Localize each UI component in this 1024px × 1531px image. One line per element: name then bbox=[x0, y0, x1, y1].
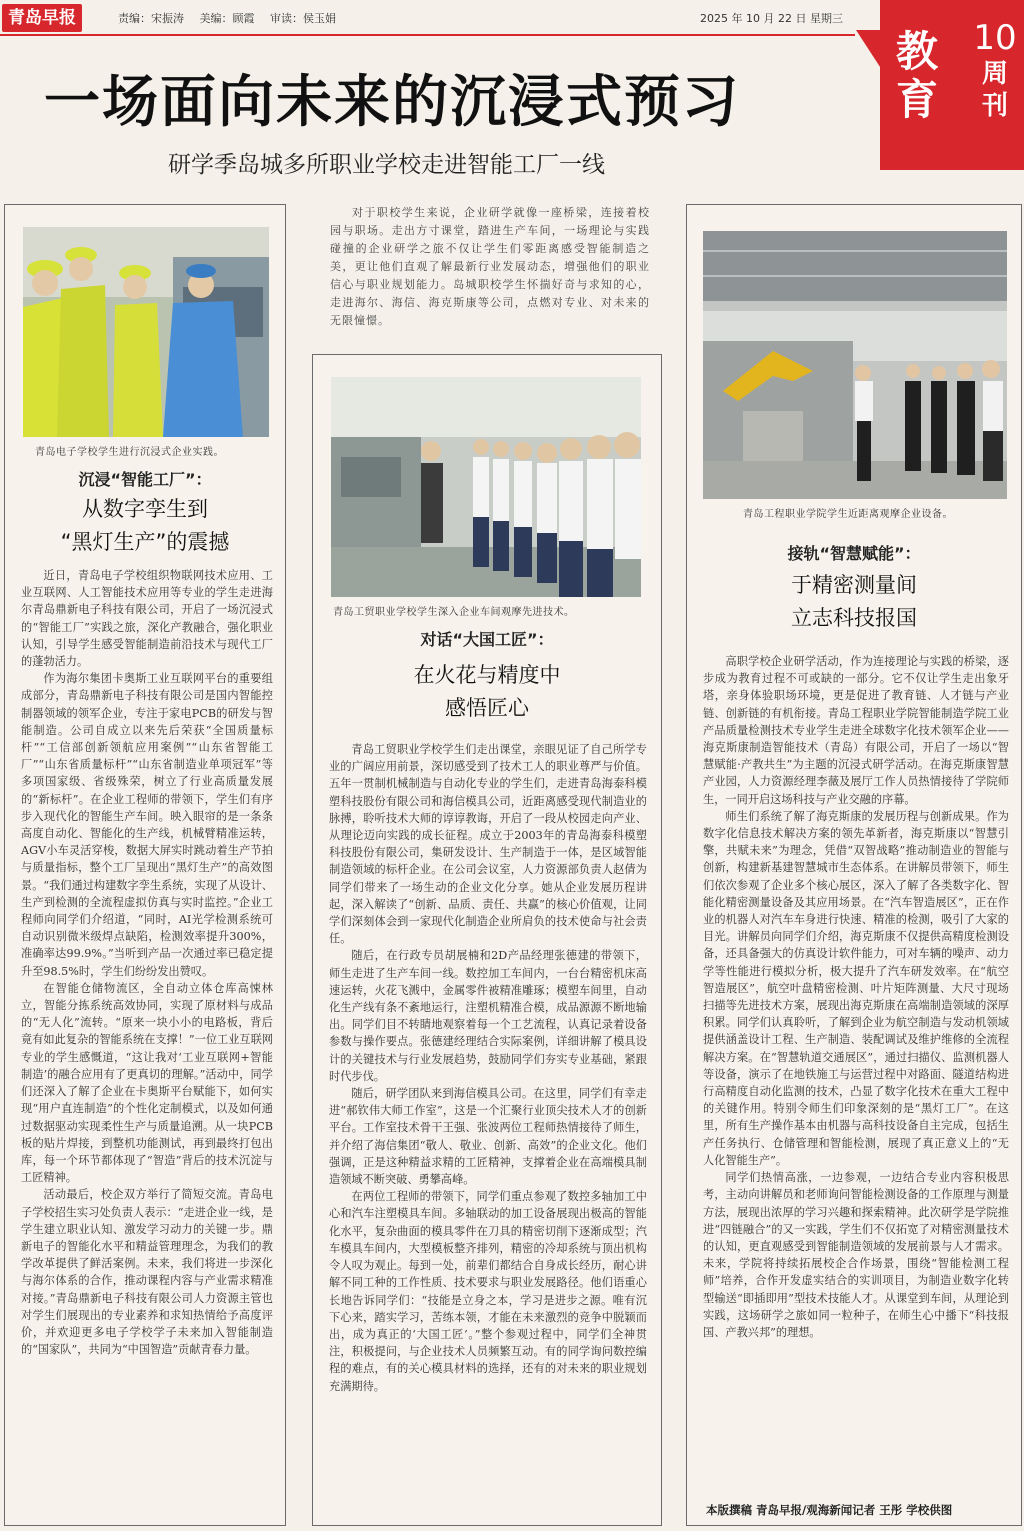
article-paragraph: 师生们系统了解了海克斯康的发展历程与创新成果。作为数字化信息技术解决方案的领先革新者，海克斯康以“智慧引擎，共赋未来”为理念，凭借“双智战略”推动制造业的智能与创新，构建新基建智慧城市生态体系。在讲解员带领下，师生们依次参观了企业多个核心展区，深入了解了各类数字化、智能化精密测量设备及其应用场景。在“汽车智造展区”，正在作业的机器人对汽车车身进行快速、精准的检测，吸引了大家的目光。讲解员向同学们介绍，海克斯康不仅提供高精度检测设备，还具备强大的仿真设计软件能力，可对车辆的噪声、动力学等性能进行模拟分析，极大提升了汽车研发效率。在“航空智造展区”，航空叶盘精密检测、叶片矩阵测量、大尺寸现场扫描等先进技术方案，展现出海克斯康在高端制造领域的深厚积累。同学们认真聆听，了解到企业为航空制造与发动机领域提供涵盖设计工程、生产制造、装配调试及维护维修的全流程解决方案。在“智慧轨道交通展区”，通过扫描仪、监测机器人等设备，演示了在地铁施工与运营过程中对路面、隧道结构进行高精度自动化监测的技术，凸显了数字化技术在重大工程中的关键作用。特别令师生们印象深刻的是“黑灯工厂”。在这里，所有生产操作基本由机器与高科技设备自主完成，包括生产任务执行、仓储管理和智能检测，展现了真正意义上的“无人化智能生产”。 bbox=[703, 809, 1009, 1167]
section-title-line-1: 于精密测量间 bbox=[791, 573, 917, 597]
section-name: 教育 bbox=[896, 27, 939, 124]
section-title bbox=[687, 569, 1021, 635]
section-title bbox=[5, 493, 285, 559]
section-title-line-2: 立志科技报国 bbox=[791, 606, 917, 630]
section-title-line-1: 在火花与精度中 bbox=[413, 663, 561, 687]
article-paragraph: 随后，在行政专员胡展楠和2D产品经理张德建的带领下，师生走进了生产车间一线。数控加工车间内，一台台精密机床高速运转，火花飞溅中，金属零件被精准雕琢；模塑车间里，自动化生产线有条不紊地运行，注塑机精准合模，成品源源不断地输出。同学们目不转睛地观察着每一个工艺流程，认真记录着设备参数与操作要点。张德建经理结合实际案例，详细讲解了模具设计的关键技术与行业发展趋势，鼓励同学们夯实专业基础，紧跟时代步伐。 bbox=[329, 949, 647, 1083]
issue-date: 2025 年 10 月 22 日 星期三 bbox=[700, 12, 843, 25]
photo-caption: 青岛工贸职业学校学生深入企业车间观摩先进技术。 bbox=[333, 607, 575, 618]
page-subheadline: 研学季岛城多所职业学校走进智能工厂一线 bbox=[168, 152, 605, 178]
section-title-line-2: “黑灯生产”的震撼 bbox=[60, 530, 230, 554]
photo-caption: 青岛工程职业学院学生近距离观摩企业设备。 bbox=[743, 509, 953, 520]
photo-students-lab bbox=[23, 227, 269, 437]
article-paragraph: 在两位工程师的带领下，同学们重点参观了数控多轴加工中心和汽车注塑模具车间。多轴联动的加工设备展现出极高的智能化水平，复杂曲面的模具零件在刀具的精密切削下逐渐成型；汽车模具车间内，大型模板整齐排列，精密的冷却系统与顶出机构令人叹为观止。每到一处，前辈们都结合自身成长经历，耐心讲解不同工种的工作性质、技术要求与职业发展路径。他们语重心长地告诉同学们：“技能是立身之本，学习是进步之源。唯有沉下心来，踏实学习，苦练本领，才能在未来激烈的竞争中脱颖而出，成为真正的‘大国工匠’。”整个参观过程中，同学们全神贯注，积极提问，与企业技术人员频繁互动。有的同学询问数控编程的难点，有的关心模具材料的选择，还有的对未来的职业规划充满期待。 bbox=[329, 1190, 647, 1393]
photo-equipment-hall-image bbox=[703, 231, 1007, 499]
section-title-line-1: 从数字孪生到 bbox=[82, 497, 208, 521]
photo-students-lab-image bbox=[23, 227, 269, 437]
section-kicker: 接轨“智慧赋能”： bbox=[787, 544, 921, 563]
masthead bbox=[0, 0, 860, 36]
article-paragraph: 在智能仓储物流区，全自动立体仓库高悚林立，智能分拣系统高效协同，实现了原材料与成品的“无人化”流转。“原来一块小小的电路板，背后竟有如此复杂的智能系统在支撑！”一位工业互联网专业的学生感慨道，“这让我对‘工业互联网+智能制造’的融合应用有了更真切的理解。”活动中，同学们还深入了解了企业在卡奥斯平台赋能下，如何实现“用户直连制造”的个性化定制模式，以及如何通过数据驱动实现柔性生产与质量追溯。从一块PCB板的贴片焊接，到整机功能测试，再到最终打包出库，每一个环节都体现了“智造”背后的技术沉淀与工匠精神。 bbox=[21, 981, 273, 1185]
staff-credits bbox=[118, 10, 348, 26]
article-body bbox=[329, 741, 647, 1519]
section-kicker: 沉浸“智能工厂”： bbox=[78, 470, 212, 489]
page-number: 10 bbox=[973, 18, 1017, 58]
byline-credit: 本版撰稿 青岛早报/观海新闻记者 王彤 学校供图 bbox=[706, 1503, 953, 1517]
photo-workshop-tour-image bbox=[331, 377, 641, 597]
photo-workshop-tour bbox=[331, 377, 641, 597]
photo-caption: 青岛电子学校学生进行沉浸式企业实践。 bbox=[35, 447, 224, 458]
page-headline: 一场面向未来的沉浸式预习 bbox=[44, 70, 740, 135]
page-info bbox=[970, 18, 1020, 122]
article-paragraph: 近日，青岛电子学校组织物联网技术应用、工业互联网、人工智能技术应用等专业的学生走进海尔青岛鼎新电子科技有限公司，开启了一场沉浸式的“智能工厂”实践之旅，深化产教融合，强化职业认知，引导学生感受智能制造前沿技术与现代工厂的蓬勃活力。 bbox=[21, 569, 273, 669]
article-body bbox=[21, 567, 273, 1519]
article-intro: 对于职校学生来说，企业研学就像一座桥梁，连接着校园与职场。走出方寸课堂，踏进生产车间，一场理论与实践碰撞的企业研学之旅不仅让学生们零距离感受智能制造之美，更让他们直观了解最新行业发展动态，增强他们的职业信心与职业规划能力。岛城职校学生怀揣好奇与求知的心，走进海尔、海信、海克斯康等公司，点燃对专业、对未来的无限憧憬。 bbox=[330, 206, 650, 327]
masthead-rule bbox=[0, 34, 855, 36]
article-paragraph: 随后，研学团队来到海信模具公司。在这里，同学们有幸走进“郝钦伟大师工作室”，这是一个汇聚行业顶尖技术人才的创新平台。工作室技术骨干王强、张波两位工程师热情接待了师生，并介绍了海信集团“敬人、敬业、创新、高效”的企业文化。他们强调，正是这种精益求精的工匠精神，支撑着企业在高端模具制造领域不断突破、勇攀高峰。 bbox=[329, 1087, 647, 1187]
article-paragraph: 青岛工贸职业学校学生们走出课堂，亲眼见证了自己所学专业的广阔应用前景，深切感受到了技术工人的职业尊严与价值。五年一贯制机械制造与自动化专业的学生们，走进青岛海泰科模塑科技股份有限公司和海信模具公司，近距离感受现代制造业的脉搏，聆听技术大师的谆谆教诲，开启了一段从校园走向产业、从理论迈向实践的成长征程。成立于2003年的青岛海泰科模塑科技股份有限公司，集研发设计、生产制造于一体，是区域智能制造领域的标杆企业。在公司会议室，人力资源部负责人赵倩为同学们带来了一场生动的企业文化分享。她从企业发展历程讲起，深入解读了“创新、品质、责任、共赢”的核心价值观，让同学们深刻体会到一家现代化制造企业所肩负的技术使命与社会责任。 bbox=[329, 743, 647, 946]
article-body bbox=[703, 653, 1009, 1497]
section-title bbox=[313, 659, 661, 725]
article-paragraph: 活动最后，校企双方举行了简短交流。青岛电子学校招生实习处负责人表示：“走进企业一线，是学生建立职业认知、激发学习动力的关键一步。鼎新电子的智能化水平和精益管理理念，为我们的教学改革提供了鲜活案例。未来，我们将进一步深化与海尔体系的合作，推动课程内容与产业需求精准对接。”青岛鼎新电子科技有限公司人力资源主管也对学生们展现出的专业素养和求知热情给予高度评价，并欢迎更多电子学校学子未来加入智能制造的“国家队”，共同为“中国智造”贡献青春力量。 bbox=[21, 1188, 273, 1357]
article-column-2 bbox=[312, 354, 662, 1526]
article-paragraph: 高职学校企业研学活动，作为连接理论与实践的桥梁，逐步成为教育过程不可或缺的一部分。它不仅让学生走出象牙塔，亲身体验职场环境，更是促进了教育链、人才链与产业链、创新链的有机衔接。青岛工程职业学院智能制造学院工业产品质量检测技术专业学生走进全球数字化技术领军企业——海克斯康制造智能技术（青岛）有限公司，开启了一场以“智慧赋能·产教共生”为主题的沉浸式研学活动。在海克斯康智慧产业园，人力资源经理李薇及展厅工作人员热情接待了学院师生，一同开启这场科技与产业交融的序幕。 bbox=[703, 655, 1009, 806]
photo-equipment-hall bbox=[703, 231, 1007, 499]
article-column-1 bbox=[4, 204, 286, 1526]
article-paragraph: 作为海尔集团卡奥斯工业互联网平台的重要组成部分，青岛鼎新电子科技有限公司是国内智能控制器领域的领军企业，专注于家电PCB的研发与智能制造。公司自成立以来先后荣获“全国质量标杆”“工信部创新领航应用案例”“山东省智能工厂”“山东省质量标杆”“山东省制造业单项冠军”等多项国家级、省级殊荣，树立了行业高质量发展的“新标杆”。在企业工程师的带领下，学生们有序步入现代化的智能生产车间。映入眼帘的是一条条高度自动化、智能化的生产线，机械臂精准运转，AGV小车灵活穿梭，数据大屏实时跳动着生产节拍与质量指标，整个工厂呈现出“黑灯生产”的高效图景。“我们通过构建数字孪生系统，实现了从设计、生产到检测的全流程虚拟仿真与实时监控。”企业工程师向同学们介绍道，“同时，AI光学检测系统可自动识别微米级焊点缺陷，检测效率提升300%，准确率达99.9%。”当听到产品一次通过率已稳定提升至98.5%时，学生们纷纷发出赞叹。 bbox=[21, 672, 273, 978]
designer-credit: 美编：顾霞 bbox=[199, 12, 255, 25]
weekly-label: 周刊 bbox=[981, 59, 1008, 121]
section-tag-slant bbox=[856, 30, 882, 70]
article-column-3 bbox=[686, 204, 1022, 1526]
editor-credit: 责编：宋振涛 bbox=[118, 12, 184, 25]
proofreader-credit: 审读：侯玉娟 bbox=[270, 12, 336, 25]
section-tag bbox=[880, 0, 1024, 170]
section-kicker: 对话“大国工匠”： bbox=[420, 630, 554, 649]
section-title-line-2: 感悟匠心 bbox=[445, 696, 529, 720]
article-paragraph: 同学们热情高涨，一边参观，一边结合专业内容积极思考，主动向讲解员和老师询问智能检测设备的工作原理与测量方法，展现出浓厚的学习兴趣和探索精神。此次研学是学院推进“四链融合”的又一实践，学生们不仅拓宽了对精密测量技术的认知，更直观感受到智能制造领域的发展前景与人才需求。未来，学院将持续拓展校企合作场景，围绕“智能检测工程师”培养，合作开发虚实结合的实训项目，为制造业数字化转型输送“即插即用”型技术技能人才。从课堂到车间，从理论到实践，这场研学之旅如同一粒种子，在师生心中播下“科技报国、产教兴邦”的理想。 bbox=[703, 1171, 1009, 1339]
newspaper-logo: 青岛早报 bbox=[2, 4, 82, 32]
